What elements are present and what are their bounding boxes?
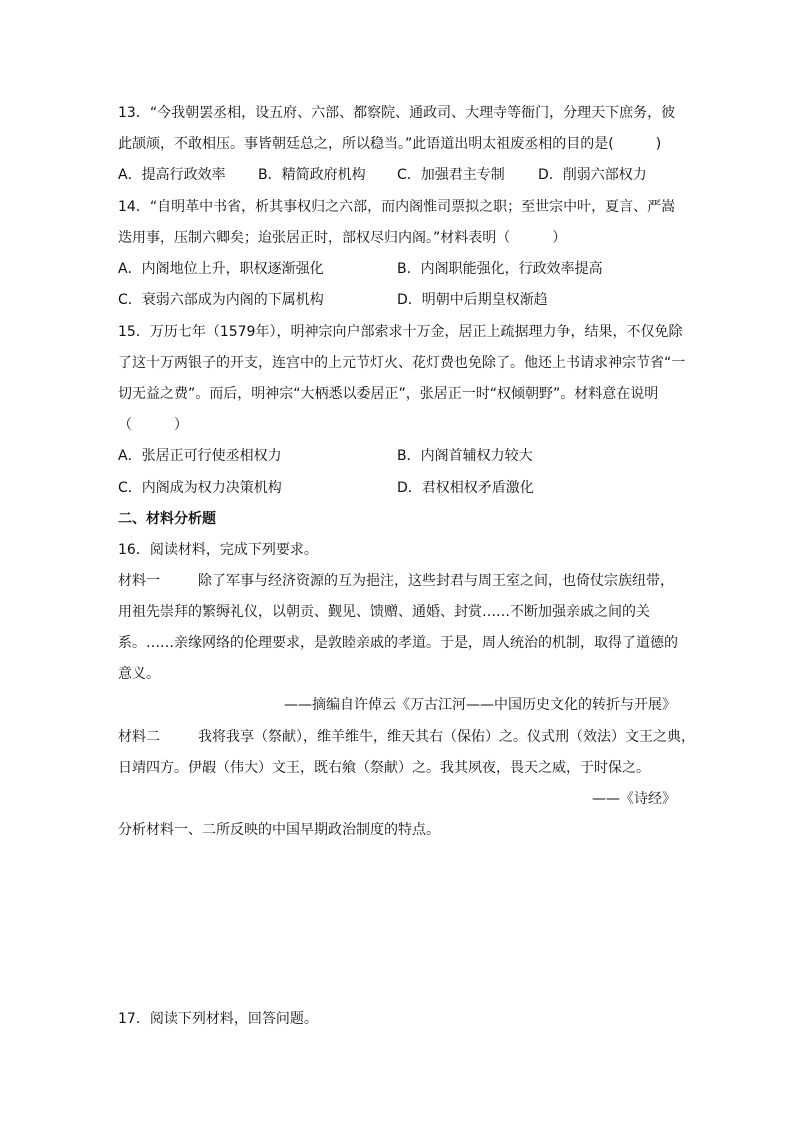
q13-option-d: D．削弱六部权力 (538, 167, 647, 183)
material2-line2: 日靖四方。伊嘏（伟大）文王，既右飨（祭献）之。我其夙夜，畏天之威，于时保之。 (118, 760, 650, 776)
material2-text-1: 我将我享（祭献），维羊维牛，维天其右（保佑）之。仪式刑（效法）文王之典， (198, 729, 695, 745)
q15-stem-line3: 切无益之费”。而后，明神宗“大柄悉以委居正”，张居正一时“权倾朝野”。材料意在说明 (118, 386, 659, 402)
q15-stem-line2: 了这十万两银子的开支，连宫中的上元节灯火、花灯费也免除了。他还上书请求神宗节省“一 (118, 355, 686, 371)
q13-option-c: C．加强君主专制 (397, 167, 505, 183)
material1-label: 材料一 (118, 573, 160, 589)
material1-line1 (118, 571, 678, 591)
q14-option-b: B．内阁职能强化，行政效率提高 (397, 261, 603, 277)
material1-text-1: 除了军事与经济资源的互为挹注，这些封君与周王室之间，也倚仗宗族纽带， (198, 573, 674, 589)
q14-stem-line1: 14．“自明革中书省，析其事权归之六部，而内阁惟司票拟之职；至世宗中叶，夏言、严嵩 (118, 199, 676, 215)
material2-label: 材料二 (118, 729, 160, 745)
q13-option-b: B．精简政府机构 (258, 167, 366, 183)
q14-option-c: C．衰弱六部成为内阁的下属机构 (118, 292, 324, 308)
q15-option-a: A．张居正可行使丞相权力 (118, 448, 282, 464)
q15-option-b: B．内阁首辅权力较大 (397, 448, 533, 464)
q14-option-a: A．内阁地位上升，职权逐渐强化 (118, 261, 324, 277)
material1-line4: 意义。 (118, 666, 160, 682)
q14-option-d: D．明朝中后期皇权渐趋 (397, 292, 548, 308)
q13-stem-line1: 13．“今我朝罢丞相，设五府、六部、都察院、通政司、大理寺等衙门，分理天下庶务，彼 (118, 105, 676, 121)
material1-line2: 用祖先崇拜的繁缛礼仪，以朝贡、觐见、馈赠、通婚、封赏……不断加强亲戚之间的关 (118, 604, 650, 620)
q15-option-d: D．君权相权矛盾激化 (397, 480, 534, 496)
q14-stem-line2: 迭用事，压制六卿矣；迨张居正时，部权尽归内阁。”材料表明（ ） (118, 230, 567, 246)
q17-intro: 17．阅读下列材料，回答问题。 (118, 1011, 318, 1027)
material2-line1 (118, 727, 695, 747)
material1-source: ——摘编自许倬云《万古江河——中国历史文化的转折与开展》 (284, 697, 676, 713)
q15-stem-line1: 15．万历七年（1579年），明神宗向户部索求十万金，居正上疏据理力争，结果，不仅免除 (118, 324, 683, 340)
material1-line3: 系。……亲缘网络的伦理要求，是敦睦亲戚的孝道。于是，周人统治的机制，取得了道德的 (118, 635, 678, 651)
q15-option-c: C．内阁成为权力决策机构 (118, 480, 282, 496)
material2-source: ——《诗经》 (592, 791, 676, 807)
q13-stem-line2: 此颉颃，不敢相压。事皆朝廷总之，所以稳当。”此语道出明太祖废丞相的目的是( ) (118, 136, 662, 152)
q13-option-a: A．提高行政效率 (118, 167, 226, 183)
q15-stem-line4: （ ） (118, 417, 188, 433)
section-heading: 二、材料分析题 (118, 511, 216, 527)
q16-question: 分析材料一、二所反映的中国早期政治制度的特点。 (118, 822, 440, 838)
q16-intro: 16．阅读材料，完成下列要求。 (118, 542, 318, 558)
